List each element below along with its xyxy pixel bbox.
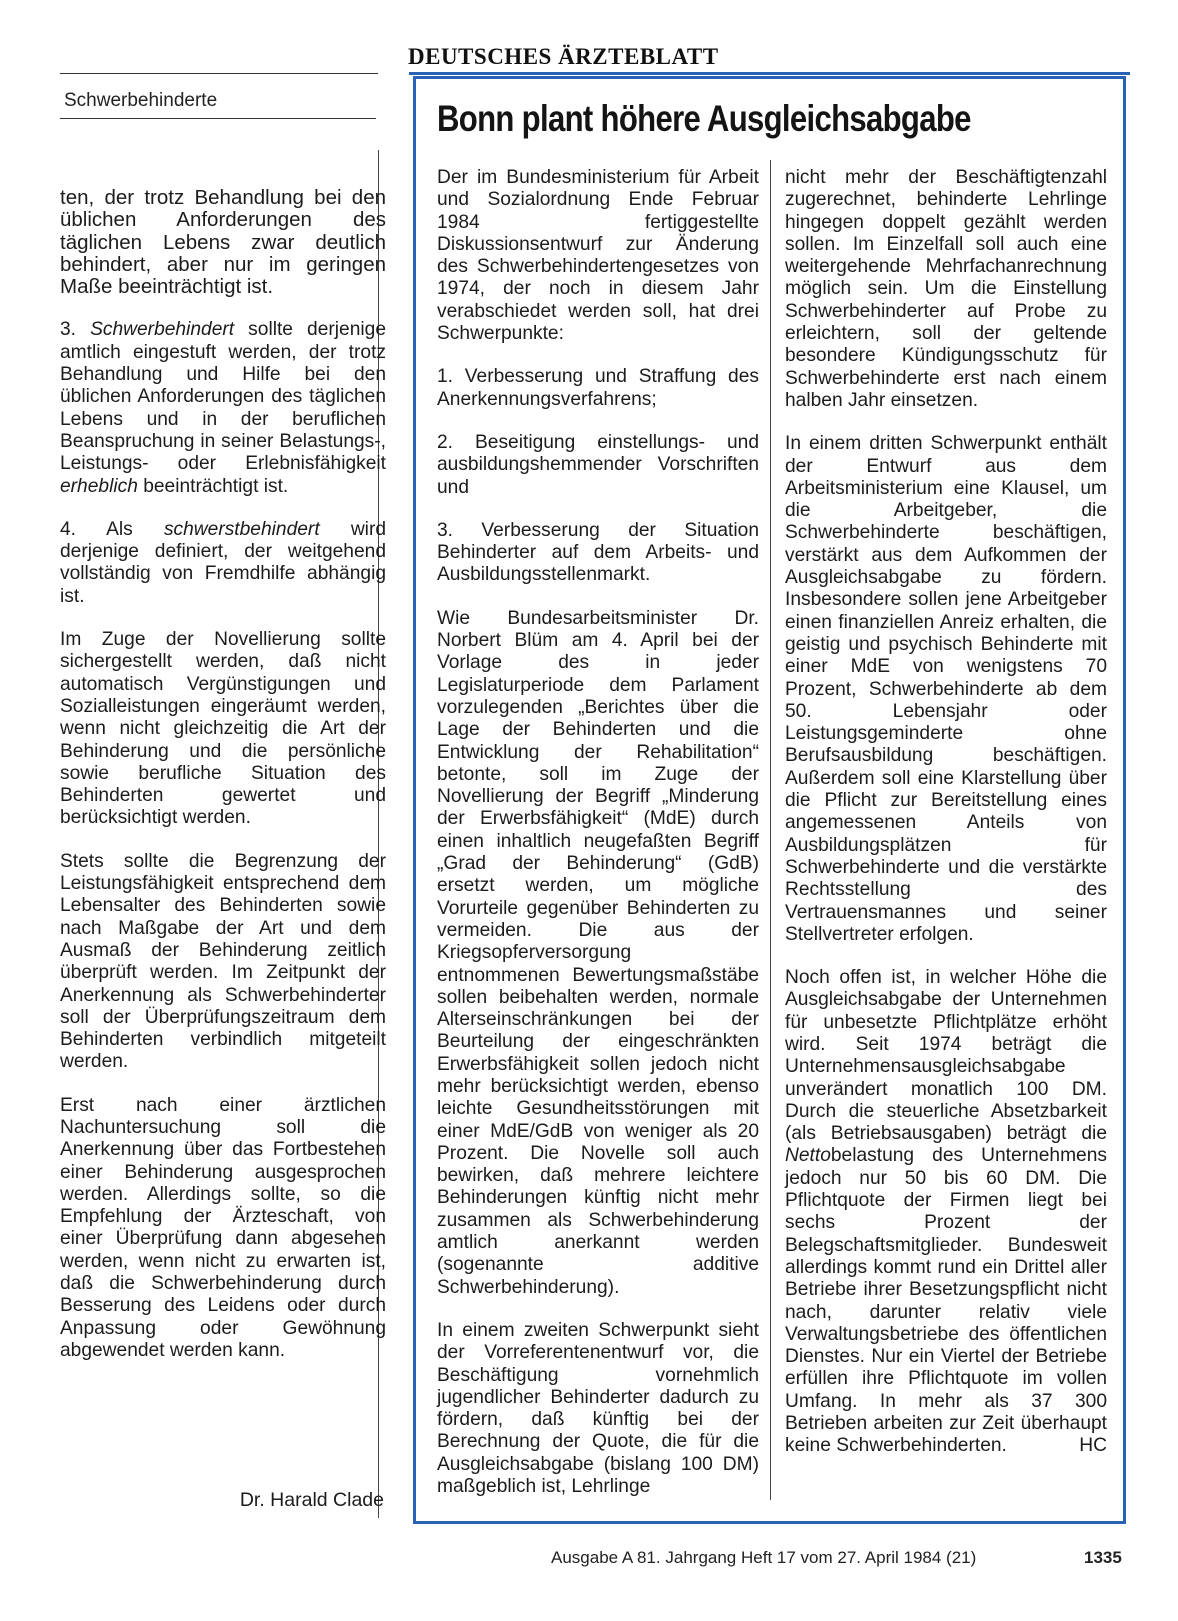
left-column [60,187,386,1383]
article-column-1 [437,167,759,1519]
footer-issue-info: Ausgabe A 81. Jahrgang Heft 17 vom 27. April 1984 (21) [551,1548,977,1567]
author-initials: HC [1079,1435,1107,1457]
left-paragraph-4: Im Zuge der Novellierung sollte sichergestellt werden, daß nicht automatisch Vergünstigungen und Sozialleistungen eingeräumt werden, wenn nicht gleichzeitig die Art der Behinderung und die persönliche sowie berufliche Situation des Behinderten gewertet und berücksichtigt werden. [60,629,386,829]
left-paragraph-1: ten, der trotz Behandlung bei den üblichen Anforderungen des täglichen Lebens zwar deutlich behindert, aber nur im geringen Maße beeinträchtigt ist. [60,186,386,299]
article-list-item-1: 1. Verbesserung und Straffung des Anerkennungsverfahrens; [437,366,759,410]
article-headline: Bonn plant höhere Ausgleichsabgabe [437,98,971,139]
page-number: 1335 [1084,1548,1122,1567]
article-paragraph-6: Noch offen ist, in welcher Höhe die Ausgleichsabgabe der Unternehmen für unbesetzte Pflichtplätze erhöht wird. Seit 1974 beträgt die Unternehmensausgleichsabgabe unverändert monatlich 100 DM. Durch die steuerliche Absetzbarkeit (als Betriebsausgaben) beträgt die Nettobelastung des Unternehmens jedoch nur 50 bis 60 DM. Die Pflichtquote der Firmen liegt bei sechs Prozent der Belegschaftsmitglieder. Bundesweit allerdings kommt rund ein Drittel aller Betriebe ihrer Besetzungspflicht nicht nach, darunter relativ viele Verwaltungsbetriebe des öffentlichen Dienstes. Nur ein Viertel der Betriebe erfüllen ihre Pflichtquote im vollen Umfang. In mehr als 37 300 Betrieben arbeiten zur Zeit überhaupt keine Schwerbehinderten. HC [785,967,1107,1457]
author-signature: Dr. Harald Clade [239,1489,384,1511]
article-column-divider [770,160,771,1500]
left-paragraph-5: Stets sollte die Begrenzung der Leistungsfähigkeit entsprechend dem Lebensalter des Behinderten sowie nach Maßgabe der Art und dem Ausmaß der Behinderung zeitlich überprüft werden. Im Zeitpunkt der Anerkennung als Schwerbehinderter soll der Überprüfungszeitraum dem Behinderten verbindlich mitgeteilt werden. [60,850,386,1073]
article-list-item-2: 2. Beseitigung einstellungs- und ausbildungshemmender Vorschriften und [437,431,759,498]
left-paragraph-2: 3. Schwerbehindert sollte derjenige amtlich eingestuft werden, der trotz Behandlung und Hilfe bei den üblichen Anforderungen des täglichen Lebens und in der beruflichen Beanspruchung in seiner Belastungs-, Leistungs- oder Erlebnisfähigkeit erheblich beeinträchtigt ist. [60,319,386,497]
article-paragraph-3: In einem zweiten Schwerpunkt sieht der Vorreferentenentwurf vor, die Beschäftigung vornehmlich jugendlicher Behinderter dadurch zu fördern, daß künftig bei der Berechnung der Quote, die für die Ausgleichsabgabe (bislang 100 DM) maßgeblich ist, Lehrlinge [437,1319,759,1498]
section-label: Schwerbehinderte [64,90,218,111]
masthead: DEUTSCHES ÄRZTEBLATT [408,44,719,69]
article-paragraph-2: Wie Bundesarbeitsminister Dr. Norbert Blüm am 4. April bei der Vorlage des in jeder Legislaturperiode dem Parlament vorzulegenden „Berichtes über die Lage der Behinderten und die Entwicklung der Rehabilitation“ betonte, soll im Zuge der Novellierung der Begriff „Minderung der Erwerbsfähigkeit“ (MdE) durch einen inhaltlich neugefaßten Begriff „Grad der Behinderung“ (GdB) ersetzt werden, um mögliche Vorurteile gegenüber Behinderten zu vermeiden. Die aus der Kriegsopferversorgung entnommenen Bewertungsmaßstäbe sollen beibehalten werden, normale Alterseinschränkungen bei der Beurteilung der eingeschränkten Erwerbsfähigkeit sollen jedoch nicht mehr berücksichtigt werden, ebenso leichte Gesundheitsstörungen mit einer MdE/GdB von weniger als 20 Prozent. Die Novelle soll auch bewirken, daß mehrere leichtere Behinderungen künftig nicht mehr zusammen als Schwerbehinderung amtlich anerkannt werden (sogenannte additive Schwerbehinderung). [437,607,759,1298]
left-paragraph-6: Erst nach einer ärztlichen Nachuntersuchung soll die Anerkennung über das Fortbestehen einer Behinderung ausgesprochen werden. Allerdings sollte, so die Empfehlung der Ärzteschaft, von einer Überprüfung dann abgesehen werden, wenn nicht zu erwarten ist, daß die Schwerbehinderung durch Besserung des Leidens oder durch Anpassung oder Gewöhnung abgewendet werden kann. [60,1094,386,1361]
article-list-item-3: 3. Verbesserung der Situation Behinderter auf dem Arbeits- und Ausbildungsstellenmarkt. [437,519,759,586]
article-paragraph-1: Der im Bundesministerium für Arbeit und Sozialordnung Ende Februar 1984 fertiggestellte Diskussionsentwurf zur Änderung des Schwerbehindertengesetzes von 1974, der noch in diesem Jahr verabschiedet werden soll, hat drei Schwerpunkte: [437,167,759,345]
left-paragraph-3: 4. Als schwerstbehindert wird derjenige definiert, der weitgehend vollständig von Fremdhilfe abhängig ist. [60,518,387,607]
article-paragraph-4: nicht mehr der Beschäftigtenzahl zugerechnet, behinderte Lehrlinge hingegen doppelt gezählt werden sollen. Im Einzelfall soll auch eine weitergehende Mehrfachanrechnung möglich sein. Um die Einstellung Schwerbehinderter auf Probe zu erleichtern, soll der geltende besondere Kündigungsschutz für Schwerbehinderte erst nach einem halben Jahr einsetzen. [785,167,1107,411]
article-top-bar [409,72,1130,75]
section-rule [60,118,376,119]
article-paragraph-5: In einem dritten Schwerpunkt enthält der Entwurf aus dem Arbeitsministerium eine Klausel, um die Arbeitgeber, die Schwerbehinderte beschäftigen, verstärkt aus dem Aufkommen der Ausgleichsabgabe zu fördern. Insbesondere sollen jene Arbeitgeber einen finanziellen Anreiz erhalten, die geistig und psychisch Behinderte mit einer MdE von wenigstens 70 Prozent, Schwerbehinderte ab dem 50. Lebensjahr oder Leistungsgeminderte ohne Berufsausbildung beschäftigen. Außerdem soll eine Klarstellung über die Pflicht zur Bereitstellung eines angemessenen Anteils von Ausbildungsplätzen für Schwerbehinderte und die verstärkte Rechtsstellung des Vertrauensmannes und seiner Stellvertreter erfolgen. [785,433,1107,945]
article-column-2 [785,167,1107,1479]
top-left-rule [60,73,378,74]
